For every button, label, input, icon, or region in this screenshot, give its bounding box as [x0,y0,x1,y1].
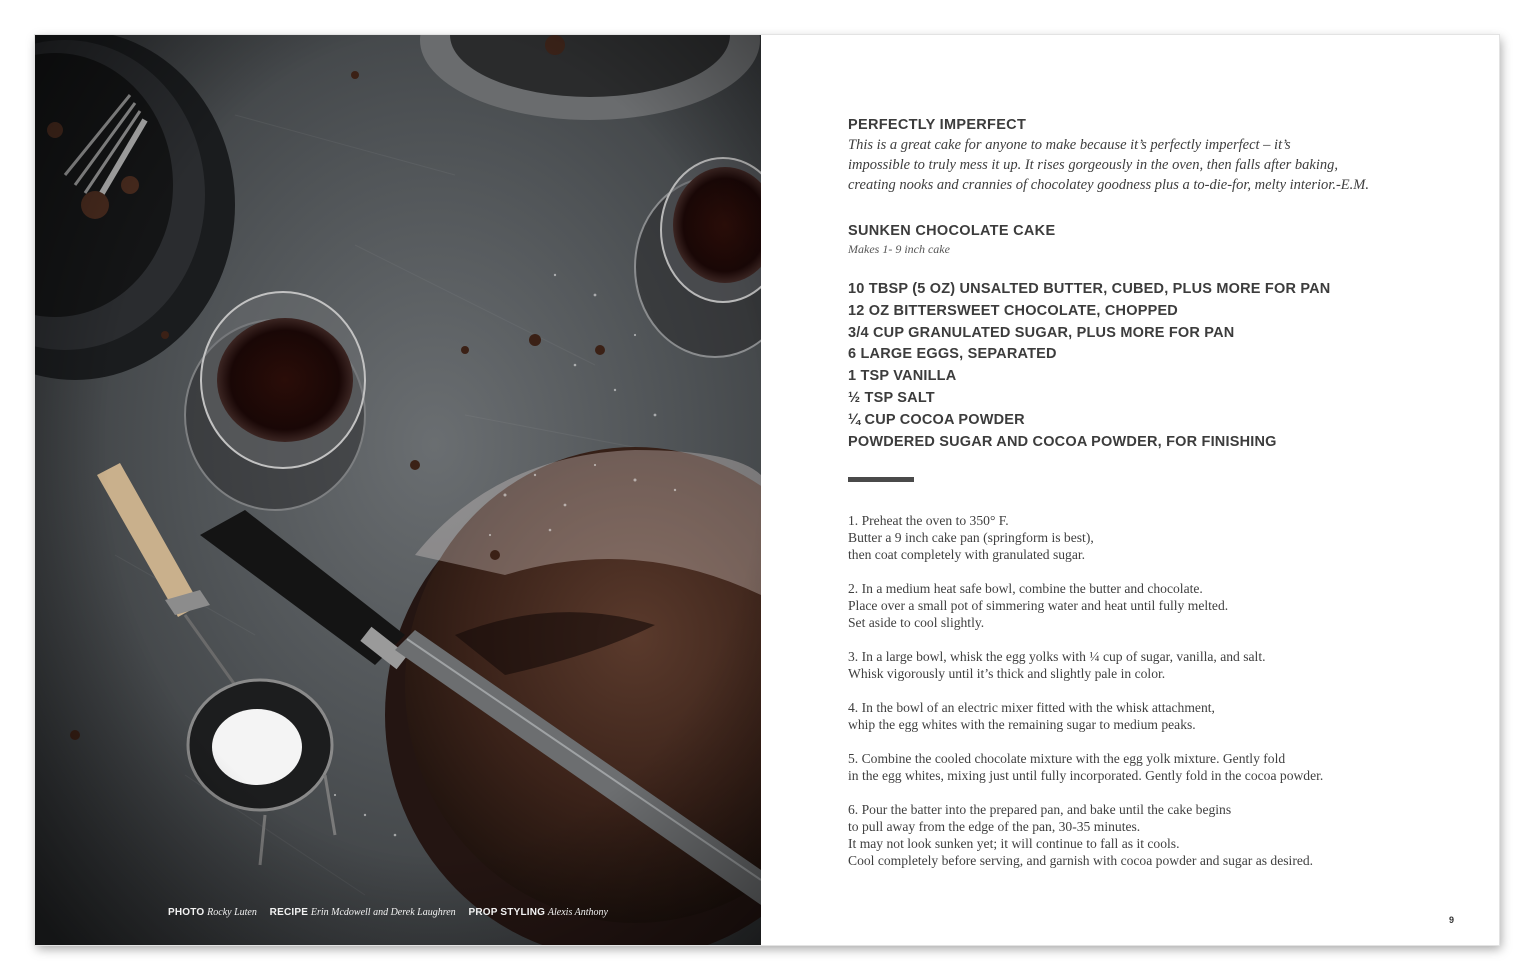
credit-label: PROP STYLING [468,907,546,918]
step [848,648,1448,682]
magazine-spread [35,35,1499,945]
step-line: Butter a 9 inch cake pan (springform is best), [848,530,1094,546]
ingredient-item: ¼ CUP COCOA POWDER [848,411,1025,428]
photo-page [35,35,761,945]
recipe-column [848,117,1448,886]
ingredient-item: 1 TSP VANILLA [848,368,957,385]
step [848,801,1448,869]
ingredient-item: 6 LARGE EGGS, SEPARATED [848,346,1057,363]
ingredient-item: 12 OZ BITTERSWEET CHOCOLATE, CHOPPED [848,302,1178,319]
step-line: 4. In the bowl of an electric mixer fitted with the whisk attachment, [848,700,1215,716]
step-line: 1. Preheat the oven to 350° F. [848,513,1009,529]
step [848,699,1448,733]
credit-value: Rocky Luten [207,907,257,918]
step-line: 3. In a large bowl, whisk the egg yolks with ¼ cup of sugar, vanilla, and salt. [848,649,1266,665]
text-page [761,35,1499,945]
step-line: Place over a small pot of simmering water and heat until fully melted. [848,598,1229,614]
step-line: Set aside to cool slightly. [848,615,985,631]
credit-label: RECIPE [269,907,309,918]
intro-line: impossible to truly mess it up. It rises gorgeously in the oven, then falls after baking, [848,157,1338,173]
page-number: 9 [1449,915,1455,925]
recipe-title: SUNKEN CHOCOLATE CAKE [848,223,1056,239]
ingredient-item: POWDERED SUGAR AND COCOA POWDER, FOR FINISHING [848,433,1277,450]
article-intro [848,135,1448,195]
credit-value: Alexis Anthony [547,907,608,918]
step [848,750,1448,784]
divider [848,477,914,482]
credit-label: PHOTO [168,907,205,918]
intro-line: This is a great cake for anyone to make because it’s perfectly imperfect – it’s [848,137,1291,153]
method-steps [848,512,1448,869]
recipe-yield: Makes 1- 9 inch cake [848,242,950,256]
ingredient-item: ½ TSP SALT [848,389,935,406]
ingredient-item: 3/4 CUP GRANULATED SUGAR, PLUS MORE FOR PAN [848,324,1235,341]
cake-photo [35,35,761,945]
credit-value: Erin Mcdowell and Derek Laughren [310,907,456,918]
step [848,512,1448,563]
intro-line: creating nooks and crannies of chocolatey goodness plus a to-die-for, melty interior.-E.M. [848,177,1369,193]
step [848,580,1448,631]
step-line: Whisk vigorously until it’s thick and slightly pale in color. [848,666,1166,682]
step-line: It may not look sunken yet; it will continue to fall as it cools. [848,836,1180,852]
step-line: whip the egg whites with the remaining sugar to medium peaks. [848,717,1196,733]
step-line: 5. Combine the cooled chocolate mixture with the egg yolk mixture. Gently fold [848,751,1286,767]
ingredient-item: 10 TBSP (5 OZ) UNSALTED BUTTER, CUBED, PLUS MORE FOR PAN [848,281,1331,297]
step-line: in the egg whites, mixing just until fully incorporated. Gently fold in the cocoa powder. [848,768,1324,784]
step-line: to pull away from the edge of the pan, 30-35 minutes. [848,819,1141,835]
step-line: Cool completely before serving, and garnish with cocoa powder and sugar as desired. [848,853,1314,869]
step-line: 6. Pour the batter into the prepared pan, and bake until the cake begins [848,802,1232,818]
ingredient-list [848,279,1448,453]
article-heading: PERFECTLY IMPERFECT [848,117,1027,133]
photo-credits [168,907,618,918]
step-line: 2. In a medium heat safe bowl, combine the butter and chocolate. [848,581,1203,597]
step-line: then coat completely with granulated sugar. [848,547,1086,563]
